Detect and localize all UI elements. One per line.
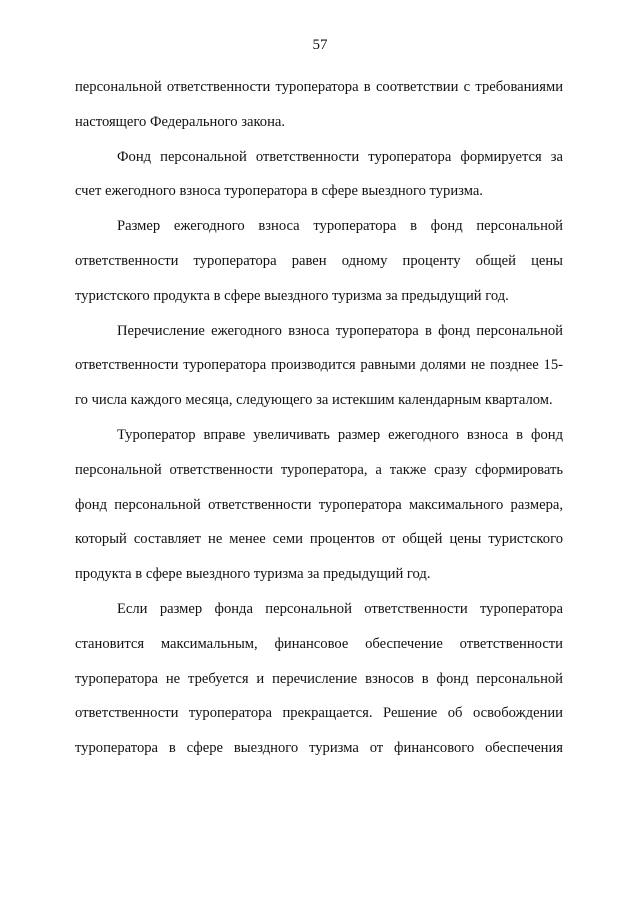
page-number: 57 [312, 37, 328, 53]
paragraph-fund-formation: Фонд персональной ответственности туроператора формируется за счет ежегодного взноса туроператора в сфере выездного туризма. [75, 148, 563, 200]
paragraph-contribution-size: Размер ежегодного взноса туроператора в фонд персональной ответственности туроператора равен одному проценту общей цены туристского продукта в сфере выездного туризма за предыдущий год. [75, 218, 563, 304]
paragraph-increase-contribution: Туроператор вправе увеличивать размер ежегодного взноса в фонд персональной ответственности туроператора, а также сразу сформировать фонд персональной ответственности туроператора максимального размера, который составляет не менее семи процентов от общей цены туристского продукта в сфере выездного туризма за предыдущий год. [75, 426, 563, 583]
paragraph-continuation: персональной ответственности туроператора в соответствии с требованиями настоящего Федерального закона. [75, 79, 563, 130]
paragraph-contribution-transfer: Перечисление ежегодного взноса туроператора в фонд персональной ответственности туроператора производится равными долями не позднее 15-го числа каждого месяца, следующего за истекшим календарным кварталом. [75, 322, 563, 409]
body-text [75, 70, 563, 766]
paragraph-maximum-fund: Если размер фонда персональной ответственности туроператора становится максимальным, финансовое обеспечение ответственности туроператора не требуется и перечисление взносов в фонд персональной ответственности туроператора прекращается. Решение об освобождении туроператора в сфере выездного туризма от финансового обеспечения [75, 600, 563, 757]
